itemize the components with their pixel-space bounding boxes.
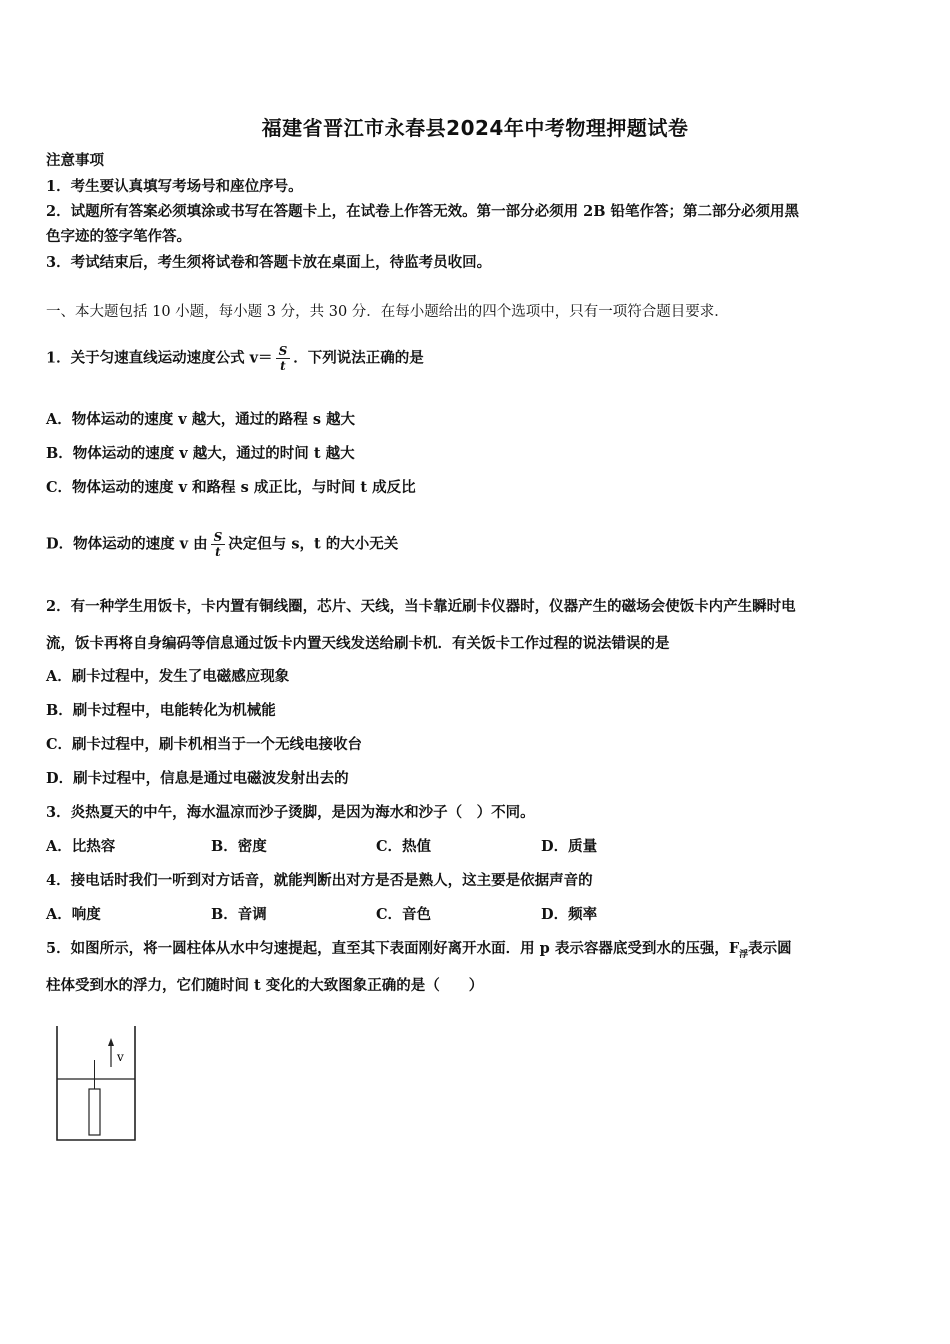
question-2-line-1: 2．有一种学生用饭卡，卡内置有铜线圈，芯片、天线，当卡靠近刷卡仪器时，仪器产生的磁场会使饭卡内产生瞬时电 [46,598,796,615]
question-5-line-1 [46,940,792,964]
fraction-numerator: S [276,344,291,359]
q3-option-c: C．热值 [376,838,432,855]
q3-option-a: A．比热容 [46,838,116,855]
question-1-stem [46,344,424,373]
fraction-s-over-t-d [211,530,226,559]
question-3-stem: 3．炎热夏天的中午，海水温凉而沙子烫脚，是因为海水和沙子（ ）不同。 [46,804,535,821]
question-5-line-2: 柱体受到水的浮力，它们随时间 t 变化的大致图象正确的是（ ） [46,977,484,994]
notice-item-3: 3．考试结束后，考生须将试卷和答题卡放在桌面上，待监考员收回。 [46,254,492,271]
q1-option-a: A．物体运动的速度 v 越大，通过的路程 s 越大 [46,411,356,428]
cylinder-shape [89,1089,100,1135]
q1-option-b: B．物体运动的速度 v 越大，通过的时间 t 越大 [46,445,355,462]
q1-option-d [46,530,398,559]
notice-item-2-cont: 色字迹的签字笔作答。 [46,228,191,245]
q3-option-b: B．密度 [211,838,267,855]
q1-d-post: 决定但与 s，t 的大小无关 [228,535,399,553]
notice-item-2: 2．试题所有答案必须填涂或书写在答题卡上，在试卷上作答无效。第一部分必须用 2B 铅笔作答；第二部分必须用黑 [46,203,800,220]
q5-line1-post: 表示圆 [748,940,792,957]
q1-option-c: C．物体运动的速度 v 和路程 s 成正比，与时间 t 成反比 [46,479,416,496]
page-title: 福建省晋江市永春县2024年中考物理押题试卷 [261,116,689,140]
q2-option-c: C．刷卡过程中，刷卡机相当于一个无线电接收台 [46,736,363,753]
q1-d-pre: D．物体运动的速度 v 由 [46,535,208,553]
cylinder-in-water-figure [50,1022,145,1147]
q3-options [46,838,706,856]
q2-option-d: D．刷卡过程中，信息是通过电磁波发射出去的 [46,770,349,787]
q4-option-d: D．频率 [541,906,598,923]
fraction-denominator: t [280,359,286,373]
fraction-numerator: S [211,530,226,545]
q2-option-a: A．刷卡过程中，发生了电磁感应现象 [46,668,290,685]
q3-option-d: D．质量 [541,838,598,855]
q4-options [46,906,706,924]
q4-option-c: C．音色 [376,906,432,923]
q4-option-b: B．音调 [211,906,267,923]
velocity-label: v [117,1050,124,1064]
arrow-head-icon [108,1038,114,1046]
q2-option-b: B．刷卡过程中，电能转化为机械能 [46,702,276,719]
section-heading: 一、本大题包括 10 小题，每小题 3 分，共 30 分．在每小题给出的四个选项中，只有一项符合题目要求． [46,304,729,320]
notice-heading: 注意事项 [46,152,104,169]
q1-stem-pre: 1．关于匀速直线运动速度公式 v＝ [46,349,273,367]
fraction-s-over-t [276,344,291,373]
question-2-line-2: 流，饭卡再将自身编码等信息通过饭卡内置天线发送给刷卡机．有关饭卡工作过程的说法错误的是 [46,635,670,652]
notice-item-1: 1．考生要认真填写考场号和座位序号。 [46,178,303,195]
question-4-stem: 4．接电话时我们一听到对方话音，就能判断出对方是否是熟人，这主要是依据声音的 [46,872,593,889]
q1-stem-post: ．下列说法正确的是 [293,349,424,367]
q5-line1-pre: 5．如图所示，将一圆柱体从水中匀速提起，直至其下表面刚好离开水面．用 p 表示容器底受到水的压强，F [46,940,740,957]
q5-subscript-buoyancy: 浮 [739,949,749,960]
q4-option-a: A．响度 [46,906,101,923]
fraction-denominator: t [215,545,221,559]
